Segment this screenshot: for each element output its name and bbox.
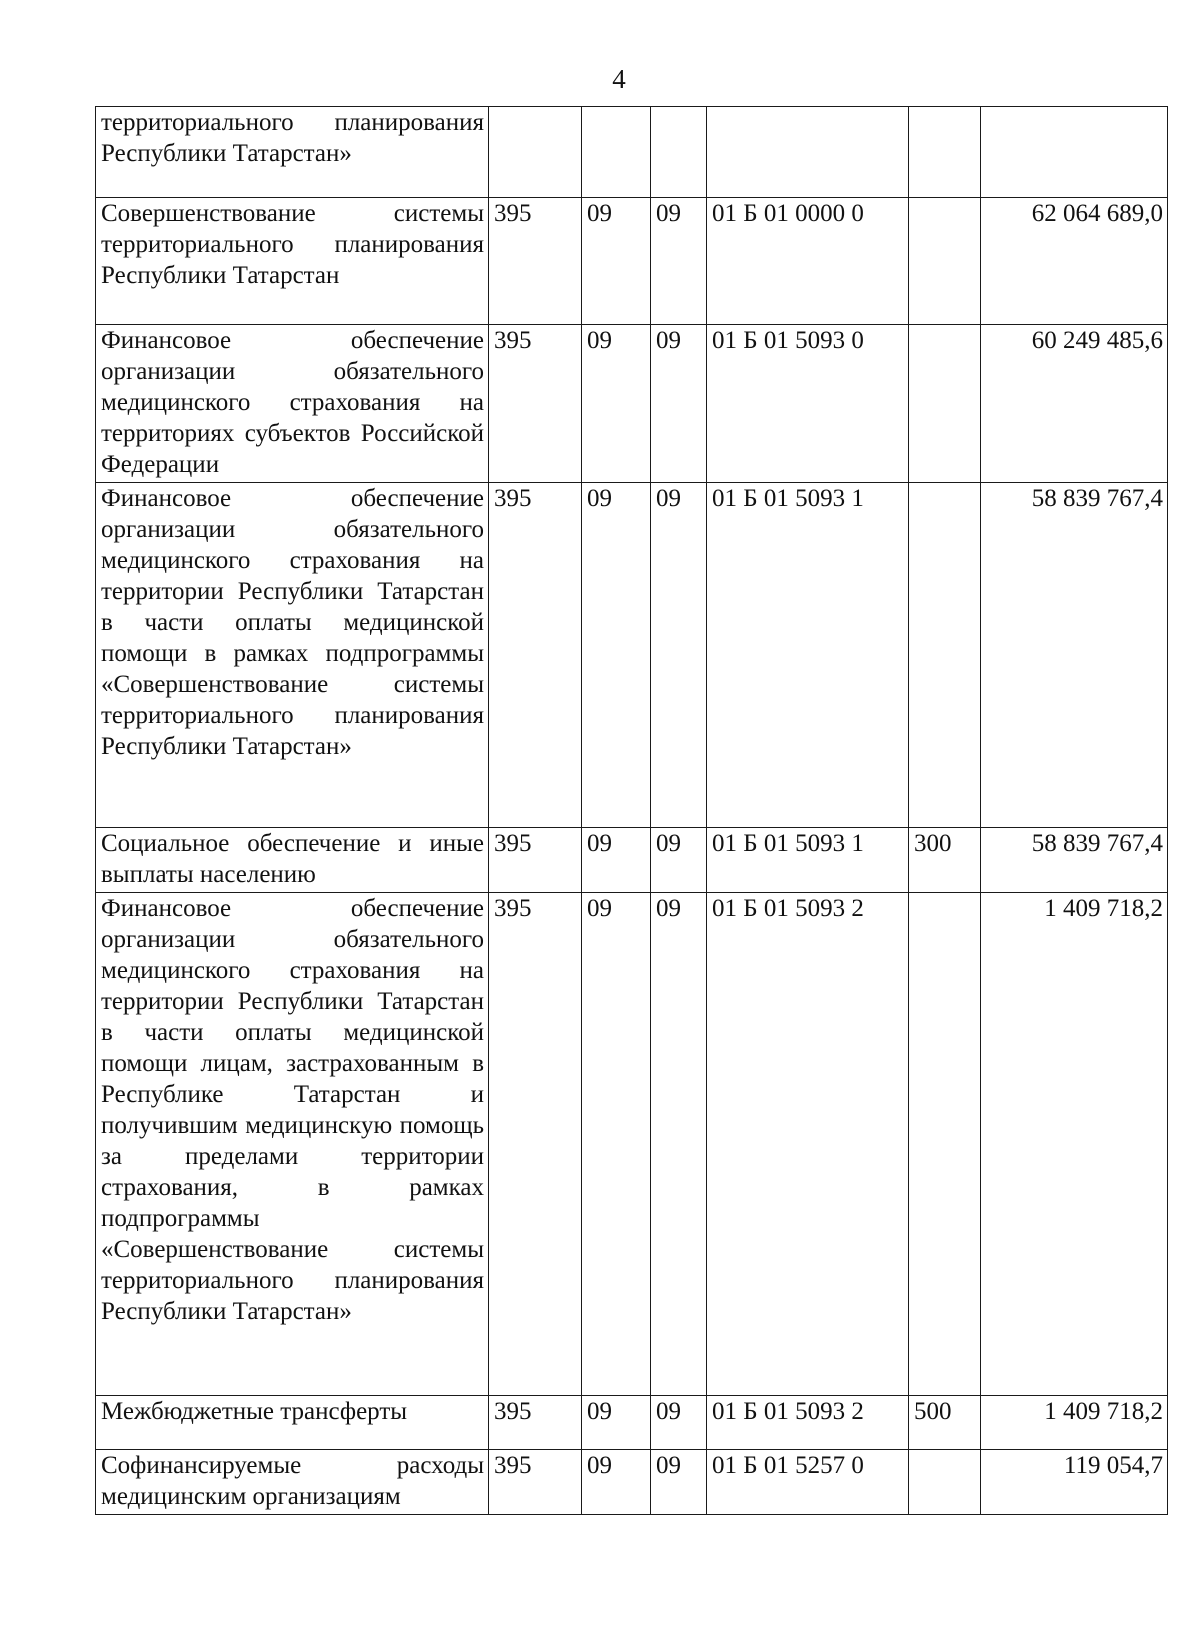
subsection-code: 09 xyxy=(651,325,707,483)
expense-type-code xyxy=(909,107,981,198)
admin-code: 395 xyxy=(489,1450,582,1515)
row-name: Софинансируемые расходы медицинским организациям xyxy=(96,1450,489,1515)
amount-cell: 62 064 689,0 xyxy=(981,198,1168,325)
admin-code xyxy=(489,107,582,198)
target-code: 01 Б 01 0000 0 xyxy=(707,198,909,325)
table-row xyxy=(96,107,1168,198)
table-row xyxy=(96,1450,1168,1515)
subsection-code: 09 xyxy=(651,1450,707,1515)
admin-code: 395 xyxy=(489,1396,582,1450)
target-code: 01 Б 01 5093 2 xyxy=(707,893,909,1396)
table-row xyxy=(96,828,1168,893)
amount-cell xyxy=(981,107,1168,198)
target-code: 01 Б 01 5093 0 xyxy=(707,325,909,483)
target-code: 01 Б 01 5093 1 xyxy=(707,828,909,893)
amount-cell: 58 839 767,4 xyxy=(981,483,1168,828)
section-code: 09 xyxy=(582,198,651,325)
section-code: 09 xyxy=(582,1396,651,1450)
page-number: 4 xyxy=(612,64,626,94)
row-name: Социальное обеспечение и иные выплаты населению xyxy=(96,828,489,893)
section-code: 09 xyxy=(582,1450,651,1515)
subsection-code xyxy=(651,107,707,198)
expense-type-code xyxy=(909,1450,981,1515)
subsection-code: 09 xyxy=(651,893,707,1396)
target-code: 01 Б 01 5093 1 xyxy=(707,483,909,828)
admin-code: 395 xyxy=(489,198,582,325)
table-row xyxy=(96,325,1168,483)
expense-type-code xyxy=(909,483,981,828)
row-name: Финансовое обеспечение организации обязательного медицинского страхования на территории Республики Татарстан в части оплаты медицинской помощи в рамках подпрограммы «Совершенствование системы территориального планирования Республики Татарстан» xyxy=(96,483,489,828)
row-name: Финансовое обеспечение организации обязательного медицинского страхования на территории Республики Татарстан в части оплаты медицинской помощи лицам, застрахованным в Республике Татарстан и получившим медицинскую помощь за пределами территории страхования, в рамках подпрограммы «Совершенствование системы территориального планирования Республики Татарстан» xyxy=(96,893,489,1396)
section-code: 09 xyxy=(582,483,651,828)
target-code: 01 Б 01 5257 0 xyxy=(707,1450,909,1515)
amount-cell: 1 409 718,2 xyxy=(981,893,1168,1396)
amount-cell: 1 409 718,2 xyxy=(981,1396,1168,1450)
section-code: 09 xyxy=(582,325,651,483)
table-row xyxy=(96,198,1168,325)
subsection-code: 09 xyxy=(651,1396,707,1450)
expense-type-code xyxy=(909,198,981,325)
target-code: 01 Б 01 5093 2 xyxy=(707,1396,909,1450)
admin-code: 395 xyxy=(489,483,582,828)
amount-cell: 119 054,7 xyxy=(981,1450,1168,1515)
row-name: Финансовое обеспечение организации обязательного медицинского страхования на территориях субъектов Российской Федерации xyxy=(96,325,489,483)
expense-type-code xyxy=(909,893,981,1396)
expense-type-code: 300 xyxy=(909,828,981,893)
row-name: территориального планирования Республики Татарстан» xyxy=(96,107,489,198)
admin-code: 395 xyxy=(489,828,582,893)
row-name: Межбюджетные трансферты xyxy=(96,1396,489,1450)
table-row xyxy=(96,483,1168,828)
subsection-code: 09 xyxy=(651,828,707,893)
budget-table xyxy=(95,106,1168,1515)
table-row xyxy=(96,1396,1168,1450)
subsection-code: 09 xyxy=(651,483,707,828)
expense-type-code xyxy=(909,325,981,483)
section-code: 09 xyxy=(582,828,651,893)
table-row xyxy=(96,893,1168,1396)
target-code xyxy=(707,107,909,198)
amount-cell: 58 839 767,4 xyxy=(981,828,1168,893)
expense-type-code: 500 xyxy=(909,1396,981,1450)
subsection-code: 09 xyxy=(651,198,707,325)
admin-code: 395 xyxy=(489,325,582,483)
section-code: 09 xyxy=(582,893,651,1396)
section-code xyxy=(582,107,651,198)
admin-code: 395 xyxy=(489,893,582,1396)
amount-cell: 60 249 485,6 xyxy=(981,325,1168,483)
row-name: Совершенствование системы территориального планирования Республики Татарстан xyxy=(96,198,489,325)
